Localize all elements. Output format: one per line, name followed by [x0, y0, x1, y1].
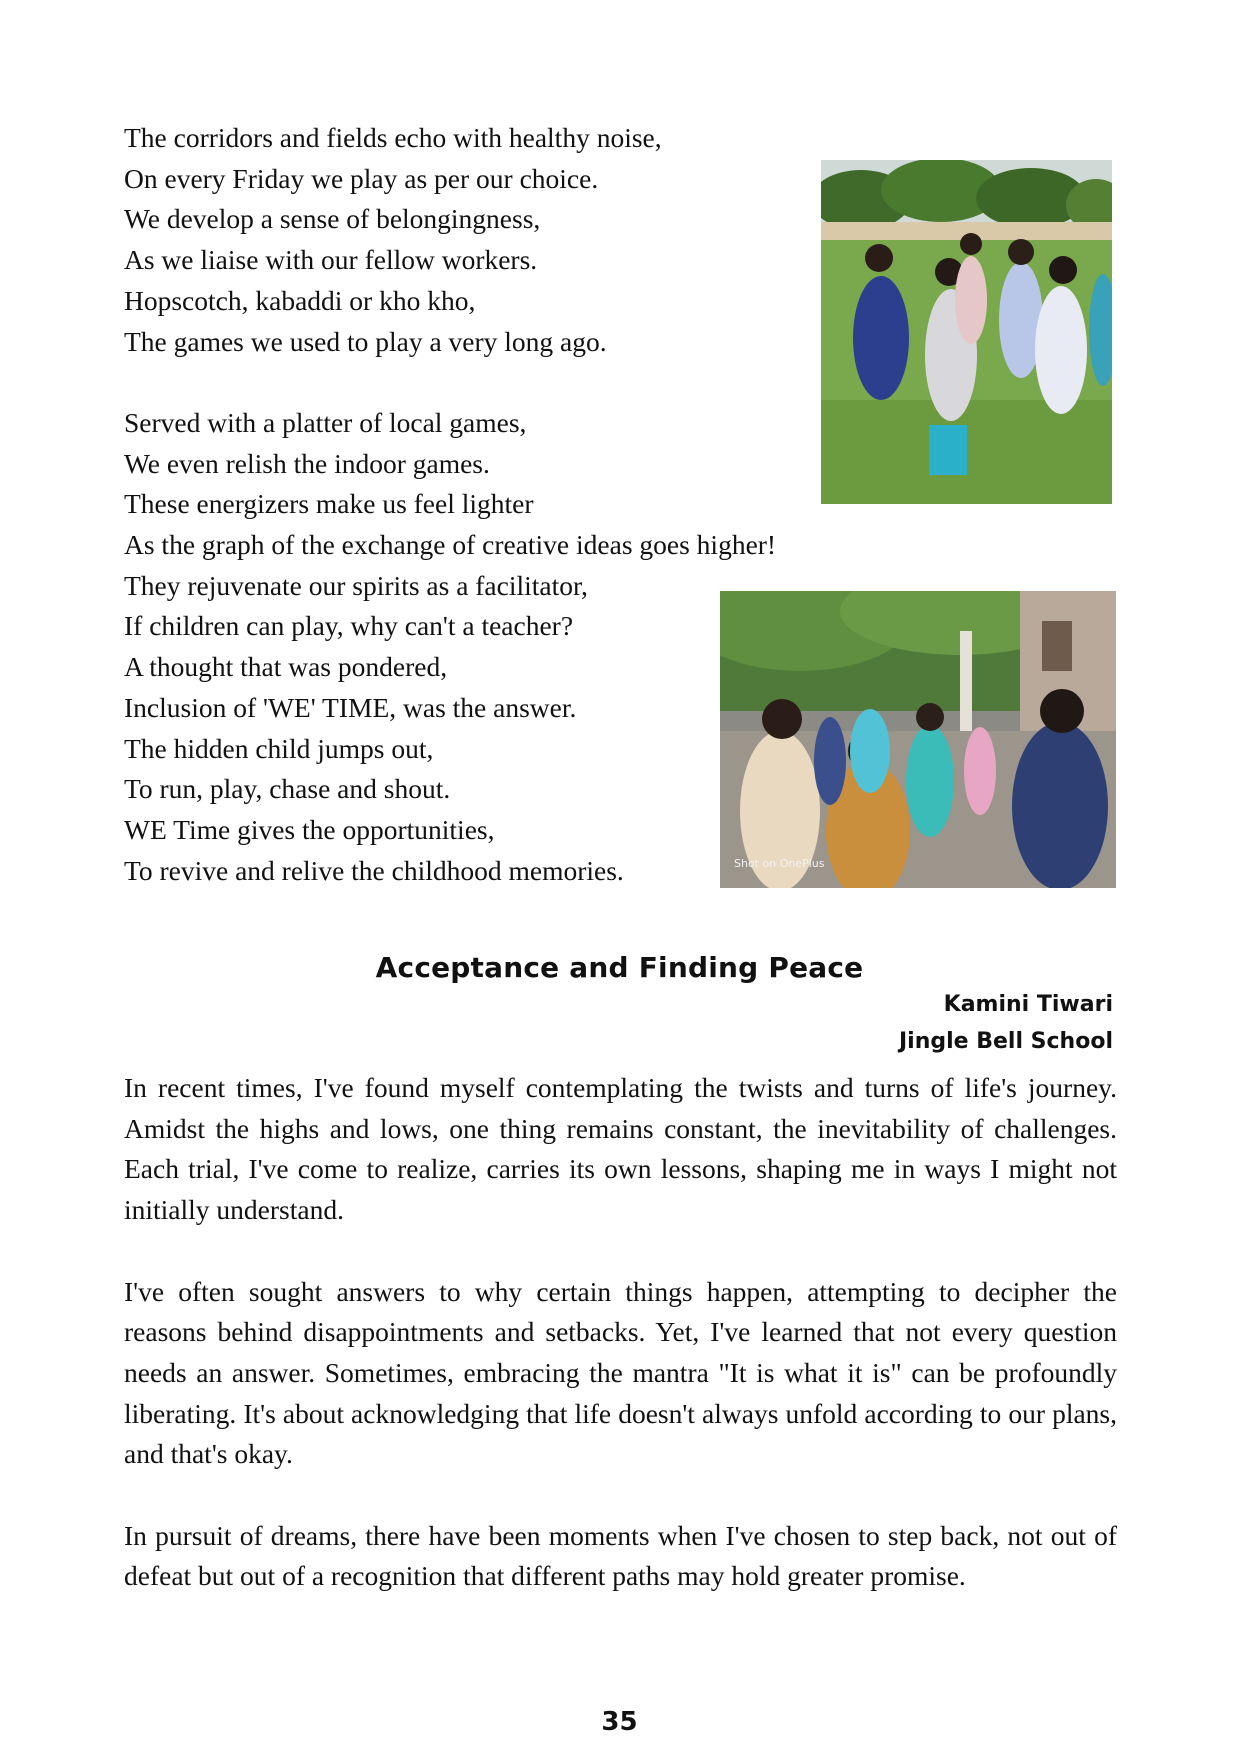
poem-line: The games we used to play a very long ago. — [124, 325, 607, 357]
poem-line: These energizers make us feel lighter — [124, 488, 534, 520]
poem-line: A thought that was pondered, — [124, 651, 448, 683]
poem-line: We even relish the indoor games. — [124, 447, 490, 479]
poem — [124, 118, 776, 891]
article-paragraph: In recent times, I've found myself contemplating the twists and turns of life's journey. Amidst the highs and lows, one thing remains constant, the inevitability of challenges. Each trial, I've come to realize, carries its own lessons, shaping me in ways I might not initially understand. — [124, 1072, 1117, 1226]
poem-line: The hidden child jumps out, — [124, 732, 434, 764]
poem-line: They rejuvenate our spirits as a facilitator, — [124, 569, 588, 601]
article-paragraph: In pursuit of dreams, there have been moments when I've chosen to step back, not out of defeat but out of a recognition that different paths may hold greater promise. — [124, 1519, 1117, 1592]
poem-line: To run, play, chase and shout. — [124, 773, 451, 805]
photo-courtyard-circle-game-image — [720, 591, 1116, 888]
article-body — [124, 1068, 1117, 1638]
poem-line: On every Friday we play as per our choice. — [124, 162, 599, 194]
photo-watermark: Shot on OnePlus — [734, 857, 825, 870]
poem-line: The corridors and fields echo with healthy noise, — [124, 122, 662, 153]
stanza-break — [124, 362, 776, 403]
poem-line: Hopscotch, kabaddi or kho kho, — [124, 284, 476, 316]
poem-line: Inclusion of 'WE' TIME, was the answer. — [124, 691, 577, 723]
poem-line: WE Time gives the opportunities, — [124, 813, 495, 845]
article-paragraph: I've often sought answers to why certain things happen, attempting to decipher the reasons behind disappointments and setbacks. Yet, I've learned that not every question needs an answer. Sometimes, embracing the mantra "It is what it is" can be profoundly liberating. It's about acknowledging that life doesn't always unfold according to our plans, and that's okay. — [124, 1275, 1117, 1470]
poem-line: We develop a sense of belongingness, — [124, 203, 541, 235]
article-title: Acceptance and Finding Peace — [375, 951, 864, 984]
poem-line: If children can play, why can't a teacher? — [124, 610, 574, 642]
page-number: 35 — [601, 1707, 638, 1737]
poem-line: Served with a platter of local games, — [124, 406, 527, 438]
poem-line: As the graph of the exchange of creative ideas goes higher! — [124, 529, 777, 561]
photo-outdoor-games-field — [821, 160, 1112, 504]
article-school: Jingle Bell School — [898, 1029, 1113, 1054]
poem-line: As we liaise with our fellow workers. — [124, 244, 538, 276]
poem-line: To revive and relive the childhood memories. — [124, 854, 624, 886]
photo-outdoor-games-field-image — [821, 160, 1112, 504]
photo-courtyard-circle-game — [720, 591, 1116, 888]
article-author: Kamini Tiwari — [943, 992, 1113, 1017]
